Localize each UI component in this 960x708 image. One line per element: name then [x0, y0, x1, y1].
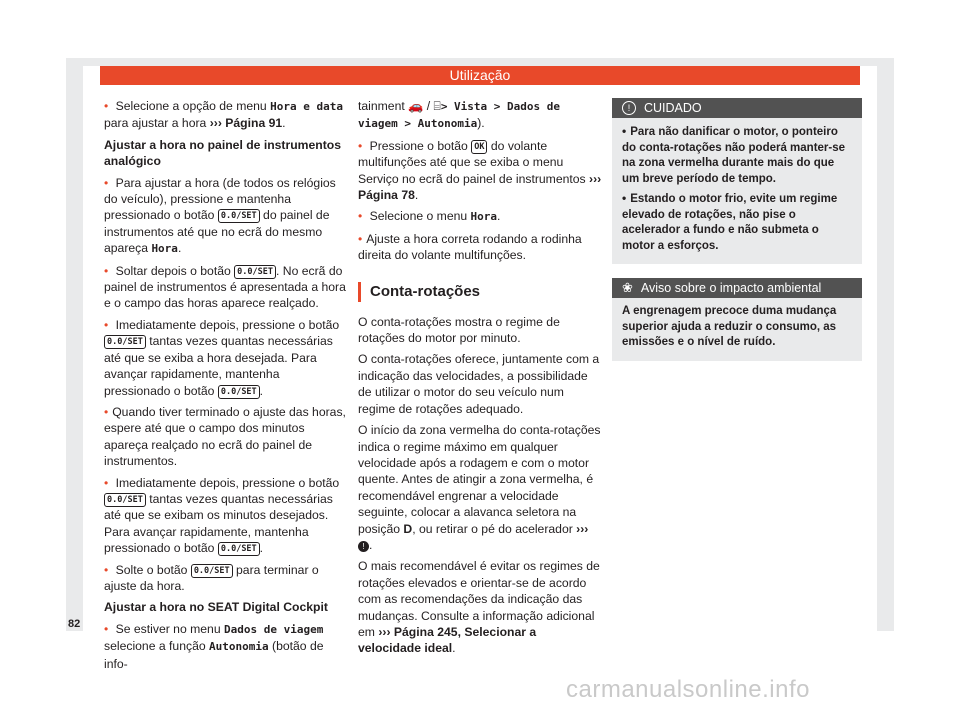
column-middle [358, 98, 602, 662]
list-item: • Imediatamente depois, pressione o botão 0.0/SET tantas vezes quantas necessárias até que se exiba a hora desejada. Para avançar rapidamente, mantenha pressionado o botão 0.0/SET . [104, 317, 348, 399]
paragraph: O início da zona vermelha do conta-rotações indica o regime máximo em qualquer velocidade após a rodagem e com o motor quente. Antes de atingir a zona vermelha, é recomendável engrenar a velocidade seguinte, colocar a alavanca seletora na posição D, ou retirar o pé do acelerador ››› ! . [358, 423, 601, 552]
page-number: 82 [68, 618, 81, 630]
subheading: Ajustar a hora no painel de instrumentos analógico [104, 137, 342, 169]
caution-header: ! CUIDADO [612, 98, 862, 118]
section-title: Conta-rotações [358, 282, 602, 302]
list-item: • Estando o motor frio, evite um regime elevado de rotações, não pise o acelerador a fundo e não submeta o motor a esforços. [622, 191, 852, 254]
list-item: • Quando tiver terminado o ajuste das horas, espere até que o campo dos minutos apareça realçado no ecrã do painel de instrumentos. [104, 404, 348, 470]
list-item: • Pressione o botão OK do volante multifunções até que se exiba o menu Serviço no ecrã do painel de instrumentos ››› Página 78. [358, 138, 602, 204]
list-item: • Selecione o menu Hora. [358, 208, 602, 225]
paragraph: O conta-rotações mostra o regime de rotações do motor por minuto. [358, 314, 560, 346]
list-item: • Soltar depois o botão 0.0/SET . No ecrã do painel de instrumentos é apresentada a hora e o campo das horas aparece realçado. [104, 263, 348, 312]
warning-icon: ! [358, 541, 369, 552]
set-key-icon: 0.0/SET [218, 542, 260, 556]
paragraph: tainment 🚗 / ⌸> Vista > Dados de viagem > Autonomia). [358, 99, 561, 131]
warning-link[interactable]: ››› [576, 521, 589, 536]
list-item: • Se estiver no menu Dados de viagem selecione a função Autonomia (botão de info- [104, 621, 348, 672]
page-link[interactable]: ››› Página 245, Selecionar a velocidade ideal [358, 624, 537, 656]
set-key-icon: 0.0/SET [218, 209, 260, 223]
flower-icon: ❀ [622, 280, 633, 295]
subheading: Ajustar a hora no SEAT Digital Cockpit [104, 600, 328, 615]
set-key-icon: 0.0/SET [191, 564, 233, 578]
ok-key-icon: OK [471, 140, 487, 154]
column-left [104, 98, 348, 677]
set-key-icon: 0.0/SET [234, 265, 276, 279]
paragraph: O mais recomendável é evitar os regimes de rotações elevados e orientar-se de acordo com as recomendações da indicação das mudanças. Consulte a informação adicional em ››› Página 245, Selecionar a velocidade ideal. [358, 559, 600, 656]
eco-body: A engrenagem precoce duma mudança superior ajuda a reduzir o consumo, as emissões e o nível de ruído. [622, 305, 837, 348]
list-item: • Selecione a opção de menu Hora e data para ajustar a hora ››› Página 91. [104, 98, 348, 132]
set-key-icon: 0.0/SET [104, 335, 146, 349]
eco-box [612, 278, 862, 361]
caution-box [612, 98, 862, 264]
set-key-icon: 0.0/SET [218, 385, 260, 399]
list-item: • Imediatamente depois, pressione o botão 0.0/SET tantas vezes quantas necessárias até que se exibam os minutos desejados. Para avançar rapidamente, mantenha pressionado o botão 0.0/SET . [104, 475, 348, 557]
alert-icon: ! [622, 101, 636, 115]
watermark: carmanualsonline.info [566, 676, 810, 703]
paragraph: O conta-rotações oferece, juntamente com a indicação das velocidades, a possibilidade de utilizar o motor do seu veículo num regime de rotações adequado. [358, 352, 600, 416]
menu-icon: ⌸ [433, 99, 441, 113]
car-icon: 🚗 [408, 99, 424, 113]
list-item: • Para não danificar o motor, o ponteiro do conta-rotações não poderá manter-se na zona vermelha durante mais do que um breve período de tempo. [622, 124, 852, 187]
page-link[interactable]: ››› Página 78 [358, 171, 602, 203]
list-item: • Ajuste a hora correta rodando a rodinha direita do volante multifunções. [358, 231, 602, 264]
list-item: • Para ajustar a hora (de todos os relógios do veículo), pressione e mantenha pressionado o botão 0.0/SET do painel de instrumentos até que no ecrã do mesmo apareça Hora. [104, 175, 348, 258]
column-right [612, 98, 862, 375]
set-key-icon: 0.0/SET [104, 493, 146, 507]
page-header: Utilização [100, 66, 860, 85]
eco-header: ❀ Aviso sobre o impacto ambiental [612, 278, 862, 298]
list-item: • Solte o botão 0.0/SET para terminar o ajuste da hora. [104, 562, 348, 595]
page-link[interactable]: ››› Página 91 [209, 116, 283, 131]
caution-body [612, 118, 862, 264]
